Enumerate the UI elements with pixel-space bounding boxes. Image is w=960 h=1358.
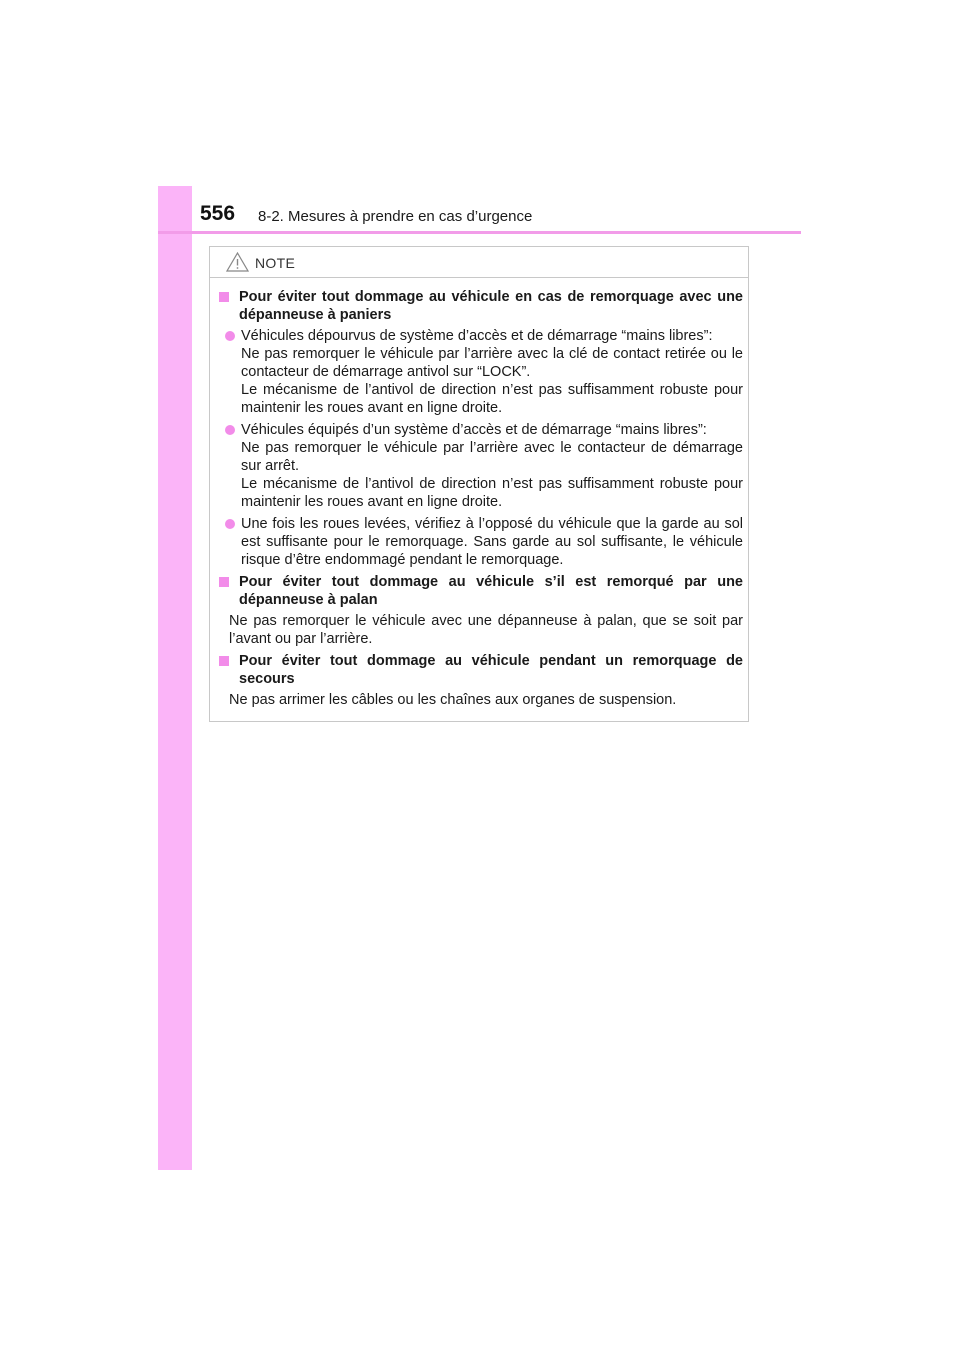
header-divider (158, 231, 801, 234)
section-body: Ne pas remorquer le véhicule avec une dépanneuse à palan, que se soit par l’avant ou par l’arrière. (229, 613, 743, 647)
section-title: 8-2. Mesures à prendre en cas d’urgence (258, 208, 533, 225)
page-number: 556 (200, 202, 236, 225)
circle-bullet-icon (225, 519, 235, 529)
note-label: NOTE (255, 255, 296, 271)
warning-icon (226, 252, 249, 272)
section-heading: Pour éviter tout dommage au véhicule s’il est remorqué par une dépanneuse à palan (219, 573, 743, 609)
list-item: Véhicules dépourvus de système d’accès et de démarrage “mains libres”: Ne pas remorquer le véhicule par l’arrière avec la clé de contact retirée ou le contacteur de démarrage antivol sur “LOCK”. Le mécanisme de l’antivol de direction n’est pas suffisamment robuste pour maintenir les roues avant en ligne droite. (219, 327, 743, 417)
circle-bullet-icon (225, 331, 235, 341)
square-bullet-icon (219, 292, 229, 302)
section-heading: Pour éviter tout dommage au véhicule en cas de remorquage avec une dépanneuse à paniers (219, 288, 743, 324)
note-header (210, 247, 748, 278)
section-body: Ne pas arrimer les câbles ou les chaînes aux organes de suspension. (229, 692, 677, 708)
square-bullet-icon (219, 577, 229, 587)
side-color-band (158, 186, 192, 1170)
note-content (219, 288, 743, 713)
list-item: Une fois les roues levées, vérifiez à l’opposé du véhicule que la garde au sol est suffisante pour le remorquage. Sans garde au sol suffisante, le véhicule risque d’être endommagé pendant le remorquage. (219, 515, 743, 569)
list-item: Véhicules équipés d’un système d’accès et de démarrage “mains libres”: Ne pas remorquer le véhicule par l’arrière avec le contacteur de démarrage sur arrêt. Le mécanisme de l’antivol de direction n’est pas suffisamment robuste pour maintenir les roues avant en ligne droite. (219, 421, 743, 511)
circle-bullet-icon (225, 425, 235, 435)
square-bullet-icon (219, 656, 229, 666)
section-heading: Pour éviter tout dommage au véhicule pendant un remorquage de secours (219, 652, 743, 688)
